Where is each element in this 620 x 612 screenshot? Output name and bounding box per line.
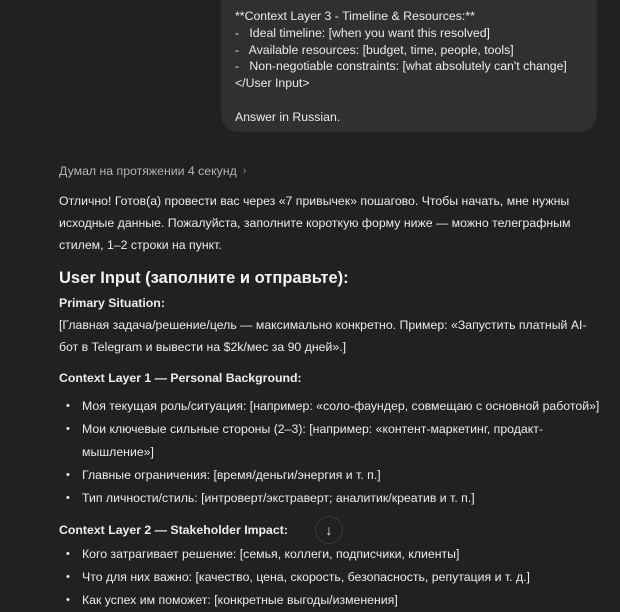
bullet-icon: • <box>66 548 70 560</box>
context-layer-1-list <box>59 395 604 510</box>
bullet-icon: • <box>66 492 70 504</box>
list-item-text: Моя текущая роль/ситуация: [например: «соло-фаундер, совмещаю с основной работой»] <box>82 399 600 413</box>
scroll-to-bottom-button[interactable] <box>315 516 343 544</box>
list-item-text: Кого затрагивает решение: [семья, коллеги, подписчики, клиенты] <box>82 547 460 561</box>
primary-situation-title: Primary Situation: <box>59 296 165 310</box>
bullet-icon: • <box>66 571 70 583</box>
assistant-message <box>59 190 604 612</box>
user-message-blank-line <box>235 92 583 109</box>
list-item <box>59 395 604 418</box>
list-item <box>59 418 604 464</box>
list-item-text: Что для них важно: [качество, цена, скорость, безопасность, репутация и т. д.] <box>82 570 530 584</box>
thinking-toggle[interactable] <box>59 164 246 178</box>
user-message-line: - Available resources: [budget, time, people, tools] <box>235 42 514 57</box>
list-item-text: Тип личности/стиль: [интроверт/экстраверт; аналитик/креатив и т. п.] <box>82 491 475 505</box>
arrow-down-icon: ↓ <box>325 522 333 538</box>
bullet-icon: • <box>66 400 70 412</box>
bullet-icon: • <box>66 594 70 606</box>
user-message-line: Answer in Russian. <box>235 109 341 124</box>
context-layer-2-title: Context Layer 2 — Stakeholder Impact: <box>59 523 288 537</box>
list-item <box>59 566 604 589</box>
context-layer-1-section <box>59 367 604 510</box>
list-item <box>59 487 604 510</box>
context-layer-1-title: Context Layer 1 — Personal Background: <box>59 371 302 385</box>
user-message-line: - Ideal timeline: [when you want this resolved] <box>235 25 490 40</box>
list-item <box>59 464 604 487</box>
list-item-text: Главные ограничения: [время/деньги/энергия и т. п.] <box>82 468 381 482</box>
user-message-line: - Non-negotiable constraints: [what absolutely can't change] <box>235 59 567 74</box>
user-message-bubble <box>221 0 597 132</box>
user-message-line: **Context Layer 3 - Timeline & Resources:** <box>235 9 475 23</box>
list-item <box>59 543 604 566</box>
user-input-heading: User Input (заполните и отправьте): <box>59 269 349 287</box>
thinking-label: Думал на протяжении 4 секунд <box>59 164 237 178</box>
chevron-right-icon: › <box>242 165 247 177</box>
intro-paragraph: Отлично! Готов(а) провести вас через «7 привычек» пошагово. Чтобы начать, мне нужны исходные данные. Пожалуйста, заполните короткую форму ниже — можно телеграфным стилем, 1–2 строки на пункт. <box>59 194 571 252</box>
context-layer-2-list <box>59 543 604 612</box>
bullet-icon: • <box>66 423 70 435</box>
primary-situation-section <box>59 292 604 358</box>
user-message-line: </User Input> <box>235 76 310 91</box>
list-item-text: Как успех им поможет: [конкретные выгоды/изменения] <box>82 593 398 607</box>
list-item <box>59 589 604 612</box>
primary-situation-text: [Главная задача/решение/цель — максимально конкретно. Пример: «Запустить платный AI-бот в Telegram и вывести на $2k/мес за 90 дней».] <box>59 318 587 354</box>
bullet-icon: • <box>66 469 70 481</box>
list-item-text: Мои ключевые сильные стороны (2–3): [например: «контент-маркетинг, продакт-мышление»] <box>82 422 543 459</box>
